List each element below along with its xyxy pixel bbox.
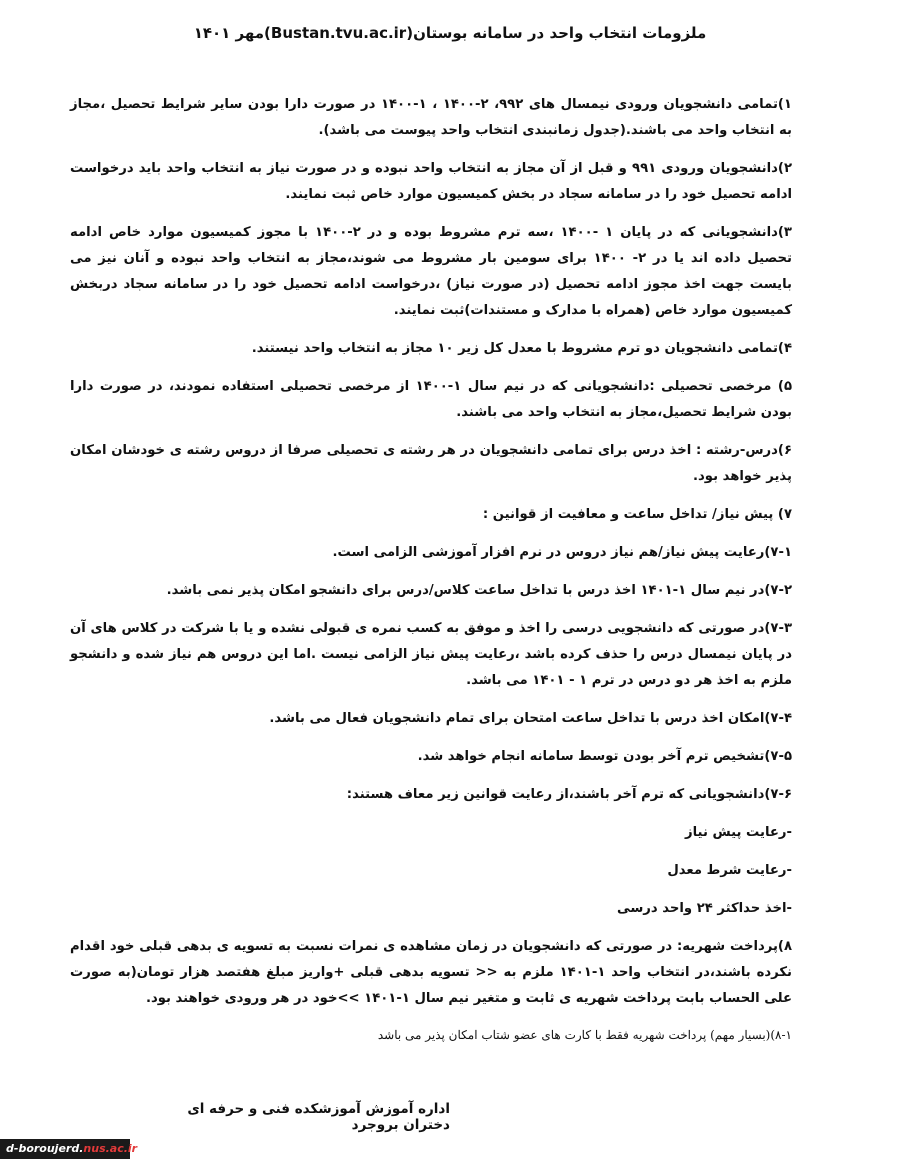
paragraph-4: ۴)تمامی دانشجویان دو ترم مشروط با معدل کل زیر ۱۰ مجاز به انتخاب واحد نیستند. <box>251 341 792 356</box>
watermark-accent: nus.ac.ir <box>83 1142 138 1155</box>
paragraph-1: ۱)تمامی دانشجویان ورودی نیمسال های ۹۹۲، ۲-۱۴۰۰ ، ۱-۱۴۰۰ در صورت دارا بودن سایر شرایط تحصیل ،مجاز به انتخاب واحد می باشند.(جدول زمانبندی انتخاب واحد پیوست می باشد). <box>70 97 792 138</box>
footer-signature: اداره آموزش آموزشکده فنی و حرفه ای دختران بروجرد <box>187 1101 450 1133</box>
paragraph-2: ۲)دانشجویان ورودی ۹۹۱ و قبل از آن مجاز به انتخاب واحد نبوده و در صورت نیاز به انتخاب واحد باید درخواست ادامه تحصیل خود را در سامانه سجاد در بخش کمیسیون موارد خاص ثبت نمایند. <box>70 161 792 202</box>
paragraph-7: ۷) پیش نیاز/ تداخل ساعت و معافیت از قوانین : <box>482 507 792 522</box>
paragraph-8: ۸)پرداخت شهریه: در صورتی که دانشجویان در زمان مشاهده ی نمرات نسبت به تسویه ی بدهی قبلی خود اقدام نکرده باشند،در انتخاب واحد ۱-۱۴۰۱ ملزم به << تسویه بدهی قبلی +واریز مبلغ هفتصد هزار تومان(به صورت علی الحساب بابت پرداخت شهریه ی ثابت و متغیر نیم سال ۱-۱۴۰۱ >>خود در هر ورودی خواهند بود. <box>70 939 792 1006</box>
paragraph-6: ۶)درس-رشته : اخذ درس برای تمامی دانشجویان در هر رشته ی تحصیلی صرفا از دروس رشته ی خودشان امکان پذیر خواهد بود. <box>70 443 792 484</box>
site-watermark <box>0 1139 138 1159</box>
important-note: ۸-۱)(بسیار مهم) پرداخت شهریه فقط با کارت های عضو شتاب امکان پذیر می باشد <box>377 1028 792 1042</box>
paragraph-7-3: ۷-۳)در صورتی که دانشجویی درسی را اخذ و موفق به کسب نمره ی قبولی نشده و یا با شرکت در کلاس های آن در پایان نیمسال درس را حذف کرده باشد ،رعایت پیش نیاز الزامی نیست .اما این دروس هم نیاز شده و دانشجو ملزم به اخذ هر دو درس در ترم ۱ - ۱۴۰۱ می باشد. <box>70 621 792 688</box>
paragraph-7-4: ۷-۴)امکان اخذ درس با تداخل ساعت امتحان برای تمام دانشجویان فعال می باشد. <box>269 711 792 726</box>
document-title: ملزومات انتخاب واحد در سامانه بوستان(Bustan.tvu.ac.ir)مهر ۱۴۰۱ <box>193 24 707 42</box>
exemption-item-gpa: -رعایت شرط معدل <box>667 863 792 878</box>
paragraph-7-1: ۷-۱)رعایت پیش نیاز/هم نیاز دروس در نرم افزار آموزشی الزامی است. <box>332 545 792 560</box>
paragraph-7-2: ۷-۲)در نیم سال ۱-۱۴۰۱ اخذ درس با تداخل ساعت کلاس/درس برای دانشجو امکان پذیر نمی باشد. <box>166 583 792 598</box>
paragraph-7-5: ۷-۵)تشخیص ترم آخر بودن توسط سامانه انجام خواهد شد. <box>417 749 792 764</box>
paragraph-7-6: ۷-۶)دانشجویانی که ترم آخر باشند،از رعایت قوانین زیر معاف هستند: <box>346 787 792 802</box>
paragraph-5: ۵) مرخصی تحصیلی :دانشجویانی که در نیم سال ۱-۱۴۰۰ از مرخصی تحصیلی استفاده نمودند، در صورت دارا بودن شرایط تحصیل،مجاز به انتخاب واحد می باشند. <box>70 379 792 420</box>
paragraph-3: ۳)دانشجویانی که در پایان ۱ -۱۴۰۰ ،سه ترم مشروط بوده و در ۲-۱۴۰۰ با مجوز کمیسیون موارد خاص ادامه تحصیل داده اند یا در ۲- ۱۴۰۰ برای سومین بار مشروط می شوند،مجاز به انتخاب واحد نبوده و آنان نیز می بایست جهت اخذ مجوز ادامه تحصیل (در صورت نیاز) ،درخواست ادامه تحصیل خود را در سامانه سجاد دربخش کمیسیون موارد خاص (همراه با مدارک و مستندات)ثبت نمایند. <box>70 225 792 318</box>
exemption-item-prerequisite: -رعایت پیش نیاز <box>685 825 792 840</box>
exemption-item-max-units: -اخذ حداکثر ۲۴ واحد درسی <box>616 901 792 916</box>
document-body <box>70 92 792 1058</box>
watermark-prefix: d-boroujerd. <box>6 1142 84 1155</box>
